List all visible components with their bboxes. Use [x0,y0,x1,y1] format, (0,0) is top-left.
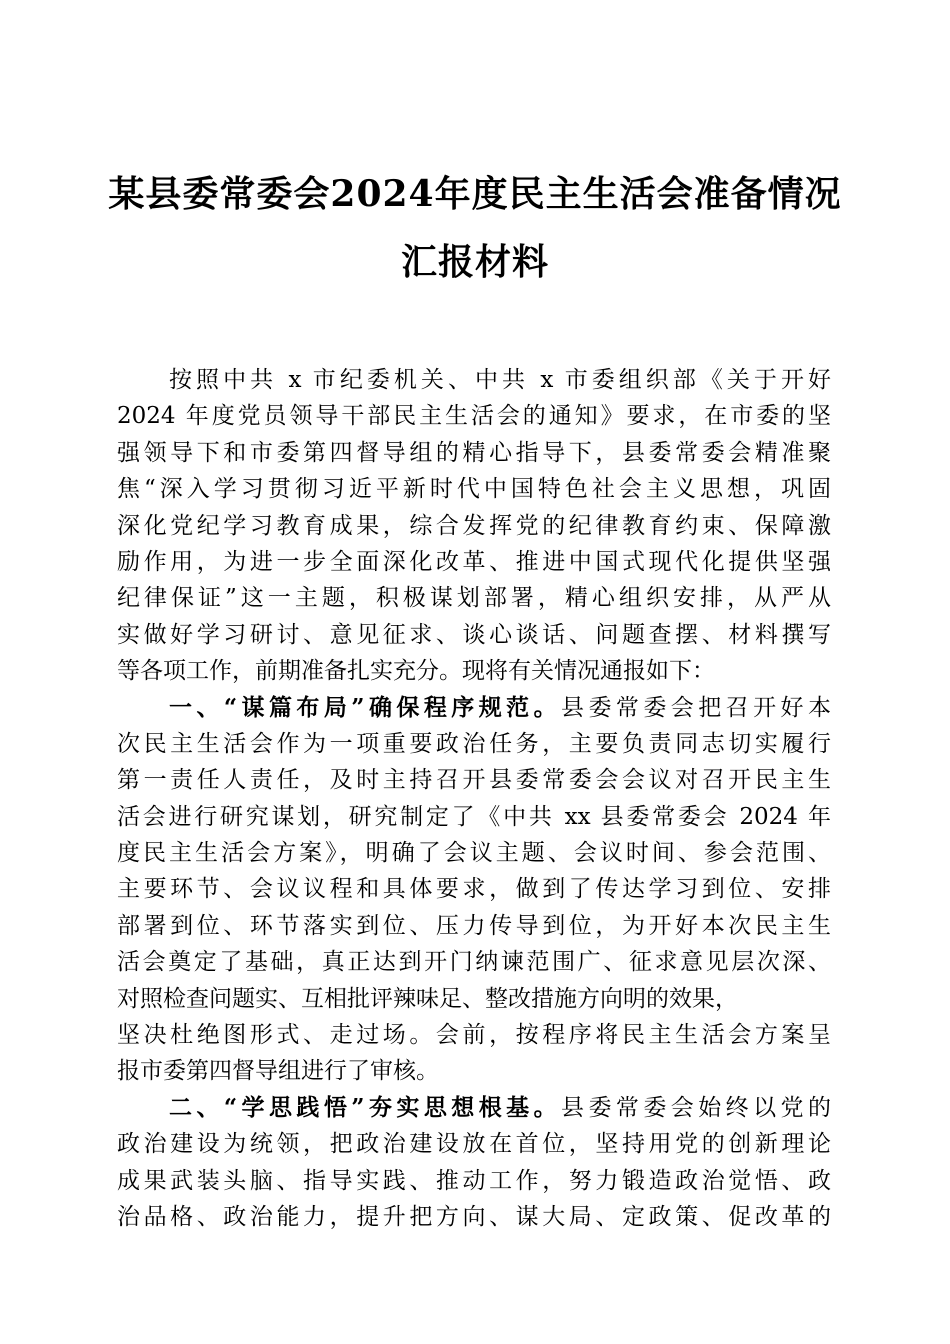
text-line: 政治建设为统领，把政治建设放在首位，坚持用党的创新理论 [117,1131,831,1158]
text-line: 坚决杜绝图形式、走过场。会前，按程序将民主生活会方案呈 [117,1022,831,1049]
text-line: 度民主生活会方案》，明确了会议主题、会议时间、参会范围、 [117,840,831,867]
section-heading-1: 一、“谋篇布局”确保程序规范。 [169,693,562,721]
text-line: 第一责任人责任，及时主持召开县委常委会会议对召开民主生 [117,767,831,794]
text-line: 2024 年度党员领导干部民主生活会的通知》要求，在市委的坚 [117,403,831,430]
text-line: 深化党纪学习教育成果，综合发挥党的纪律教育约束、保障激 [117,512,831,539]
section-2-lead-text: 县委常委会始终以党的 [561,1094,831,1121]
text-line: 强领导下和市委第四督导组的精心指导下，县委常委会精准聚 [117,439,831,466]
text-line: 活会进行研究谋划，研究制定了《中共 xx 县委常委会 2024 年 [117,803,831,830]
text-line: 部署到位、环节落实到位、压力传导到位，为开好本次民主生 [117,912,831,939]
text-line: 对照检查问题实、互相批评辣味足、整改措施方向明的效果， [117,985,738,1012]
document-title-line-1: 某县委常委会2024年度民主生活会准备情况 [108,173,842,215]
text-line: 纪律保证”这一主题，积极谋划部署，精心组织安排，从严从 [117,585,831,612]
text-line: 活会奠定了基础，真正达到开门纳谏范围广、征求意见层次深、 [117,949,831,976]
text-line [117,690,831,726]
section-1-lead-text: 县委常委会把召开好本 [561,694,831,721]
document-title-line-2: 汇报材料 [400,241,549,283]
text-line: 按照中共 x 市纪委机关、中共 x 市委组织部《关于开好 [169,367,831,393]
paragraph-section-1 [117,690,831,1090]
text-line: 报市委第四督导组进行了审核。 [117,1058,439,1085]
text-line: 成果武装头脑、指导实践、推动工作，努力锻造政治觉悟、政 [117,1167,831,1194]
text-line: 等各项工作，前期准备扎实充分。现将有关情况通报如下： [117,658,715,685]
text-line: 励作用，为进一步全面深化改革、推进中国式现代化提供坚强 [117,548,831,575]
document-body [117,362,831,1235]
text-line [117,1090,831,1126]
text-line: 主要环节、会议议程和具体要求，做到了传达学习到位、安排 [117,876,831,903]
text-line: 实做好学习研讨、意见征求、谈心谈话、问题查摆、材料撰写 [117,621,831,648]
paragraph-intro [117,362,831,690]
section-heading-2: 二、“学思践悟”夯实思想根基。 [169,1093,562,1121]
text-line: 焦“深入学习贯彻习近平新时代中国特色社会主义思想，巩固 [117,476,831,503]
paragraph-section-2 [117,1090,831,1236]
text-line: 治品格、政治能力，提升把方向、谋大局、定政策、促改革的 [117,1203,831,1230]
text-line: 次民主生活会作为一项重要政治任务，主要负责同志切实履行 [117,730,831,757]
